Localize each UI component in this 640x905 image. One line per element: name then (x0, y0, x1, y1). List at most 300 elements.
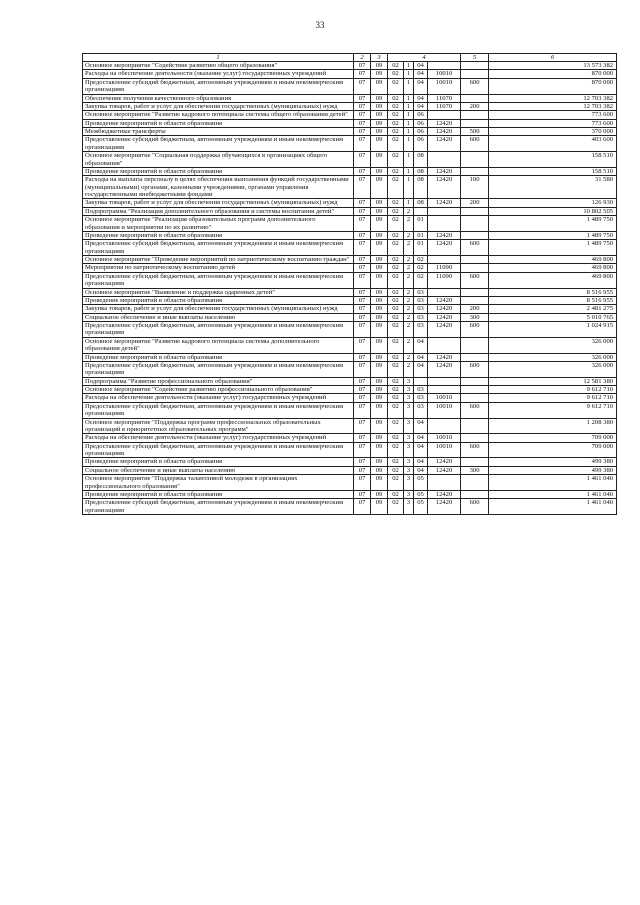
row-expense-type: 200 (461, 199, 489, 207)
row-code-subprogram: 3 (404, 499, 414, 515)
row-section: 07 (354, 70, 371, 78)
row-code-subprogram: 2 (404, 361, 414, 377)
row-code-direction: 12420 (428, 136, 461, 152)
row-name: Социальное обеспечение и иные выплаты населению (83, 313, 354, 321)
row-amount: 709 000 (489, 434, 617, 442)
table-row (83, 152, 617, 168)
row-code-event: 01 (414, 231, 428, 239)
row-code-subprogram: 1 (404, 136, 414, 152)
row-code-subprogram: 1 (404, 94, 414, 102)
row-expense-type (461, 62, 489, 70)
row-code-event: 04 (414, 458, 428, 466)
row-expense-type (461, 231, 489, 239)
row-code-event: 08 (414, 167, 428, 175)
row-section: 07 (354, 288, 371, 296)
row-expense-type: 200 (461, 305, 489, 313)
row-amount: 326 000 (489, 353, 617, 361)
row-code-program: 02 (388, 475, 404, 491)
row-code-subprogram: 3 (404, 466, 414, 474)
row-code-program: 02 (388, 70, 404, 78)
table-row (83, 119, 617, 127)
row-code-event: 04 (414, 78, 428, 94)
row-code-program: 02 (388, 199, 404, 207)
row-code-event (414, 207, 428, 215)
row-section: 07 (354, 442, 371, 458)
row-name: Закупка товаров, работ и услуг для обеспечения государственных (муниципальных) нужд (83, 102, 354, 110)
row-code-event: 02 (414, 272, 428, 288)
row-code-program: 02 (388, 499, 404, 515)
row-code-direction: 10010 (428, 78, 461, 94)
row-code-program: 02 (388, 353, 404, 361)
row-code-subprogram: 1 (404, 102, 414, 110)
row-amount: 1 461 040 (489, 475, 617, 491)
row-name: Расходы на выплаты персоналу в целях обеспечения выполнения функций государственными (муниципальными) органами, казенными учреждениями, органами управления государственными внебюджетными фондами (83, 176, 354, 199)
row-subsection: 09 (371, 361, 388, 377)
row-subsection: 09 (371, 442, 388, 458)
row-section: 07 (354, 216, 371, 232)
row-code-direction: 12420 (428, 322, 461, 338)
row-code-direction: 11090 (428, 264, 461, 272)
table-row (83, 313, 617, 321)
row-code-event: 06 (414, 111, 428, 119)
table-row (83, 353, 617, 361)
row-section: 07 (354, 240, 371, 256)
row-amount: 469 800 (489, 264, 617, 272)
row-code-subprogram: 2 (404, 296, 414, 304)
row-code-subprogram: 1 (404, 62, 414, 70)
row-name: Основное мероприятие "Поддержка программ профессиональных образовательных организаций в приоритетных образовательных программ" (83, 418, 354, 434)
row-name: Предоставление субсидий бюджетным, автономным учреждениям и иным некоммерческим организациям (83, 78, 354, 94)
row-subsection: 09 (371, 499, 388, 515)
row-code-event: 02 (414, 264, 428, 272)
row-expense-type (461, 167, 489, 175)
table-row (83, 296, 617, 304)
table-row (83, 70, 617, 78)
row-name: Обеспечение получения качественного образования (83, 94, 354, 102)
row-amount: 1 489 750 (489, 231, 617, 239)
row-code-subprogram: 3 (404, 442, 414, 458)
row-code-subprogram: 1 (404, 111, 414, 119)
row-code-subprogram: 3 (404, 475, 414, 491)
table-row (83, 490, 617, 498)
row-subsection: 09 (371, 231, 388, 239)
row-code-program: 02 (388, 394, 404, 402)
row-code-direction: 12420 (428, 176, 461, 199)
row-name: Проведение мероприятий в области образования (83, 231, 354, 239)
row-code-event: 03 (414, 305, 428, 313)
row-code-direction: 11070 (428, 102, 461, 110)
row-amount: 31 580 (489, 176, 617, 199)
row-name: Межбюджетные трансферты (83, 128, 354, 136)
row-amount: 1 208 380 (489, 418, 617, 434)
row-section: 07 (354, 176, 371, 199)
row-name: Основное мероприятие "Выявление и поддержка одаренных детей" (83, 288, 354, 296)
table-row (83, 102, 617, 110)
row-code-event: 08 (414, 176, 428, 199)
row-code-subprogram: 3 (404, 434, 414, 442)
row-subsection: 09 (371, 240, 388, 256)
row-section: 07 (354, 264, 371, 272)
row-subsection: 09 (371, 296, 388, 304)
row-code-direction: 12420 (428, 313, 461, 321)
row-code-program: 02 (388, 102, 404, 110)
row-code-program: 02 (388, 264, 404, 272)
row-section: 07 (354, 78, 371, 94)
row-code-program: 02 (388, 128, 404, 136)
row-name: Предоставление субсидий бюджетным, автономным учреждениям и иным некоммерческим организациям (83, 240, 354, 256)
row-amount: 709 000 (489, 442, 617, 458)
row-expense-type: 100 (461, 176, 489, 199)
row-code-subprogram: 2 (404, 272, 414, 288)
row-code-subprogram: 1 (404, 176, 414, 199)
row-code-program: 02 (388, 256, 404, 264)
row-amount: 1 489 750 (489, 240, 617, 256)
row-code-program: 02 (388, 458, 404, 466)
row-code-event: 03 (414, 402, 428, 418)
row-section: 07 (354, 322, 371, 338)
row-code-direction: 12420 (428, 240, 461, 256)
row-code-event: 04 (414, 94, 428, 102)
row-name: Основное мероприятие "Реализация образовательных программ дополнительного образования и мероприятия по их развитию" (83, 216, 354, 232)
table-row (83, 231, 617, 239)
row-code-program: 02 (388, 466, 404, 474)
row-amount: 8 516 955 (489, 288, 617, 296)
row-code-program: 02 (388, 119, 404, 127)
row-expense-type: 500 (461, 128, 489, 136)
row-code-direction: 12420 (428, 305, 461, 313)
row-code-event: 05 (414, 499, 428, 515)
row-name: Основное мероприятие "Поддержка талантливой молодежи в организациях профессионального образования" (83, 475, 354, 491)
row-expense-type: 600 (461, 402, 489, 418)
table-row (83, 458, 617, 466)
row-subsection: 09 (371, 377, 388, 385)
row-expense-type: 600 (461, 272, 489, 288)
row-code-direction (428, 386, 461, 394)
row-expense-type (461, 458, 489, 466)
row-code-event: 04 (414, 70, 428, 78)
table-row (83, 442, 617, 458)
row-code-direction (428, 152, 461, 168)
row-code-event: 05 (414, 475, 428, 491)
row-code-direction: 11070 (428, 94, 461, 102)
row-subsection: 09 (371, 434, 388, 442)
row-code-event: 04 (414, 102, 428, 110)
row-code-direction (428, 337, 461, 353)
table-row (83, 499, 617, 515)
row-name: Предоставление субсидий бюджетным, автономным учреждениям и иным некоммерческим организациям (83, 402, 354, 418)
table-row (83, 305, 617, 313)
row-amount: 773 600 (489, 119, 617, 127)
row-expense-type (461, 207, 489, 215)
table-row (83, 136, 617, 152)
row-section: 07 (354, 434, 371, 442)
row-code-event: 04 (414, 434, 428, 442)
row-code-program: 02 (388, 272, 404, 288)
row-code-program: 02 (388, 62, 404, 70)
row-section: 07 (354, 62, 371, 70)
row-code-event: 08 (414, 152, 428, 168)
row-amount: 2 481 275 (489, 305, 617, 313)
row-code-program: 02 (388, 313, 404, 321)
table-row (83, 418, 617, 434)
row-code-direction (428, 256, 461, 264)
row-code-program: 02 (388, 386, 404, 394)
row-section: 07 (354, 402, 371, 418)
row-expense-type (461, 475, 489, 491)
row-code-program: 02 (388, 305, 404, 313)
row-name: Закупка товаров, работ и услуг для обеспечения государственных (муниципальных) нужд (83, 199, 354, 207)
row-amount: 870 000 (489, 70, 617, 78)
row-subsection: 09 (371, 458, 388, 466)
row-code-subprogram: 3 (404, 377, 414, 385)
row-code-direction (428, 62, 461, 70)
row-expense-type: 600 (461, 322, 489, 338)
row-expense-type (461, 152, 489, 168)
row-expense-type (461, 94, 489, 102)
row-code-subprogram: 3 (404, 386, 414, 394)
row-expense-type (461, 337, 489, 353)
row-expense-type: 600 (461, 240, 489, 256)
row-subsection: 09 (371, 475, 388, 491)
header-row (83, 54, 617, 62)
header-col-section: 2 (354, 54, 371, 62)
row-name: Мероприятия по патриотическому воспитанию детей (83, 264, 354, 272)
row-code-event: 04 (414, 62, 428, 70)
header-col-amount: 6 (489, 54, 617, 62)
row-amount: 12 703 382 (489, 102, 617, 110)
row-amount: 9 612 710 (489, 402, 617, 418)
row-expense-type: 600 (461, 78, 489, 94)
row-subsection: 09 (371, 136, 388, 152)
row-expense-type (461, 490, 489, 498)
row-code-event: 04 (414, 466, 428, 474)
row-name: Социальное обеспечение и иные выплаты населению (83, 466, 354, 474)
row-code-event: 01 (414, 240, 428, 256)
row-code-program: 02 (388, 216, 404, 232)
row-code-program: 02 (388, 167, 404, 175)
row-code-direction: 10010 (428, 442, 461, 458)
row-amount: 499 380 (489, 466, 617, 474)
row-subsection: 09 (371, 402, 388, 418)
table-row (83, 337, 617, 353)
row-section: 07 (354, 377, 371, 385)
row-section: 07 (354, 458, 371, 466)
table-row (83, 394, 617, 402)
row-section: 07 (354, 94, 371, 102)
row-name: Проведение мероприятий в области образования (83, 119, 354, 127)
row-name: Проведение мероприятий в области образования (83, 490, 354, 498)
row-code-direction: 12420 (428, 353, 461, 361)
row-subsection: 09 (371, 490, 388, 498)
row-code-event: 03 (414, 394, 428, 402)
table-row (83, 272, 617, 288)
row-amount: 9 612 710 (489, 394, 617, 402)
row-subsection: 09 (371, 152, 388, 168)
row-expense-type: 600 (461, 136, 489, 152)
row-section: 07 (354, 256, 371, 264)
row-subsection: 09 (371, 337, 388, 353)
row-expense-type: 300 (461, 466, 489, 474)
row-name: Основное мероприятие "Развитие кадрового потенциала системы дополнительного образования детей" (83, 337, 354, 353)
row-section: 07 (354, 231, 371, 239)
row-code-direction: 12420 (428, 361, 461, 377)
row-code-program: 02 (388, 136, 404, 152)
row-section: 07 (354, 296, 371, 304)
row-expense-type (461, 70, 489, 78)
row-code-direction (428, 377, 461, 385)
row-code-subprogram: 2 (404, 337, 414, 353)
row-section: 07 (354, 490, 371, 498)
row-section: 07 (354, 353, 371, 361)
table-row (83, 167, 617, 175)
table-row (83, 128, 617, 136)
row-code-subprogram: 2 (404, 264, 414, 272)
table-row (83, 434, 617, 442)
row-subsection: 09 (371, 70, 388, 78)
row-code-direction: 10010 (428, 402, 461, 418)
row-code-event: 04 (414, 418, 428, 434)
row-code-subprogram: 2 (404, 216, 414, 232)
row-name: Предоставление субсидий бюджетным, автономным учреждениям и иным некоммерческим организациям (83, 442, 354, 458)
row-section: 07 (354, 394, 371, 402)
table-row (83, 256, 617, 264)
row-code-direction: 12420 (428, 466, 461, 474)
row-section: 07 (354, 499, 371, 515)
row-name: Расходы на обеспечение деятельности (оказание услуг) государственных учреждений (83, 394, 354, 402)
header-col-target-article: 4 (388, 54, 461, 62)
row-expense-type (461, 264, 489, 272)
row-name: Предоставление субсидий бюджетным, автономным учреждениям и иным некоммерческим организациям (83, 361, 354, 377)
row-name: Подпрограмма "Реализация дополнительного образования и системы воспитания детей" (83, 207, 354, 215)
row-amount: 158 510 (489, 167, 617, 175)
row-code-subprogram: 2 (404, 353, 414, 361)
row-code-program: 02 (388, 361, 404, 377)
row-name: Предоставление субсидий бюджетным, автономным учреждениям и иным некоммерческим организациям (83, 499, 354, 515)
row-subsection: 09 (371, 386, 388, 394)
row-code-subprogram: 1 (404, 167, 414, 175)
row-code-direction (428, 418, 461, 434)
row-subsection: 09 (371, 199, 388, 207)
row-expense-type (461, 296, 489, 304)
row-amount: 1 489 750 (489, 216, 617, 232)
row-name: Закупка товаров, работ и услуг для обеспечения государственных (муниципальных) нужд (83, 305, 354, 313)
row-section: 07 (354, 111, 371, 119)
row-code-program: 02 (388, 78, 404, 94)
row-name: Проведение мероприятий в области образования (83, 296, 354, 304)
row-subsection: 09 (371, 322, 388, 338)
row-subsection: 09 (371, 62, 388, 70)
row-code-subprogram: 3 (404, 394, 414, 402)
row-code-event: 03 (414, 386, 428, 394)
row-code-program: 02 (388, 207, 404, 215)
row-code-subprogram: 1 (404, 128, 414, 136)
row-code-program: 02 (388, 442, 404, 458)
row-code-subprogram: 2 (404, 305, 414, 313)
row-code-event: 03 (414, 296, 428, 304)
row-section: 07 (354, 119, 371, 127)
table-row (83, 62, 617, 70)
row-code-event: 04 (414, 442, 428, 458)
table-row (83, 240, 617, 256)
row-expense-type (461, 111, 489, 119)
header-col-name: 1 (83, 54, 354, 62)
row-code-event: 05 (414, 490, 428, 498)
row-expense-type (461, 216, 489, 232)
table-row (83, 207, 617, 215)
row-code-direction: 10010 (428, 394, 461, 402)
row-code-program: 02 (388, 111, 404, 119)
row-section: 07 (354, 272, 371, 288)
table-row (83, 199, 617, 207)
row-name: Проведение мероприятий в области образования (83, 353, 354, 361)
row-code-subprogram: 1 (404, 70, 414, 78)
row-amount: 10 802 505 (489, 207, 617, 215)
row-code-direction (428, 207, 461, 215)
row-code-program: 02 (388, 337, 404, 353)
row-amount: 403 600 (489, 136, 617, 152)
row-name: Основное мероприятие "Содействие развитию профессионального образования" (83, 386, 354, 394)
row-name: Основное мероприятие "Проведение мероприятий по патриотическому воспитанию граждан" (83, 256, 354, 264)
row-expense-type (461, 119, 489, 127)
row-code-direction: 12420 (428, 296, 461, 304)
row-code-direction: 12420 (428, 119, 461, 127)
row-code-direction (428, 111, 461, 119)
row-section: 07 (354, 128, 371, 136)
row-code-subprogram: 2 (404, 288, 414, 296)
row-code-event: 06 (414, 128, 428, 136)
row-code-subprogram: 3 (404, 490, 414, 498)
row-code-event: 02 (414, 256, 428, 264)
row-expense-type (461, 394, 489, 402)
row-amount: 370 000 (489, 128, 617, 136)
row-code-event: 08 (414, 199, 428, 207)
row-subsection: 09 (371, 102, 388, 110)
row-code-program: 02 (388, 402, 404, 418)
row-name: Расходы на обеспечение деятельности (оказание услуг) государственных учреждений (83, 70, 354, 78)
row-section: 07 (354, 136, 371, 152)
row-subsection: 09 (371, 353, 388, 361)
row-name: Предоставление субсидий бюджетным, автономным учреждениям и иным некоммерческим организациям (83, 322, 354, 338)
row-section: 07 (354, 337, 371, 353)
table-row (83, 288, 617, 296)
row-code-subprogram: 1 (404, 152, 414, 168)
table-row (83, 216, 617, 232)
row-subsection: 09 (371, 207, 388, 215)
row-code-event: 06 (414, 136, 428, 152)
row-subsection: 09 (371, 111, 388, 119)
page-number: 33 (315, 20, 325, 30)
row-subsection: 09 (371, 119, 388, 127)
row-code-subprogram: 3 (404, 402, 414, 418)
row-code-event: 04 (414, 353, 428, 361)
row-code-event: 03 (414, 313, 428, 321)
row-expense-type (461, 288, 489, 296)
row-subsection: 09 (371, 128, 388, 136)
row-subsection: 09 (371, 418, 388, 434)
row-amount: 469 800 (489, 272, 617, 288)
row-subsection: 09 (371, 264, 388, 272)
row-amount: 13 573 382 (489, 62, 617, 70)
row-amount: 12 581 380 (489, 377, 617, 385)
row-code-direction: 12420 (428, 231, 461, 239)
row-section: 07 (354, 102, 371, 110)
row-code-direction: 10010 (428, 70, 461, 78)
row-name: Расходы на обеспечение деятельности (оказание услуг) государственных учреждений (83, 434, 354, 442)
row-section: 07 (354, 313, 371, 321)
row-code-subprogram: 2 (404, 240, 414, 256)
row-amount: 870 000 (489, 78, 617, 94)
row-expense-type: 600 (461, 361, 489, 377)
